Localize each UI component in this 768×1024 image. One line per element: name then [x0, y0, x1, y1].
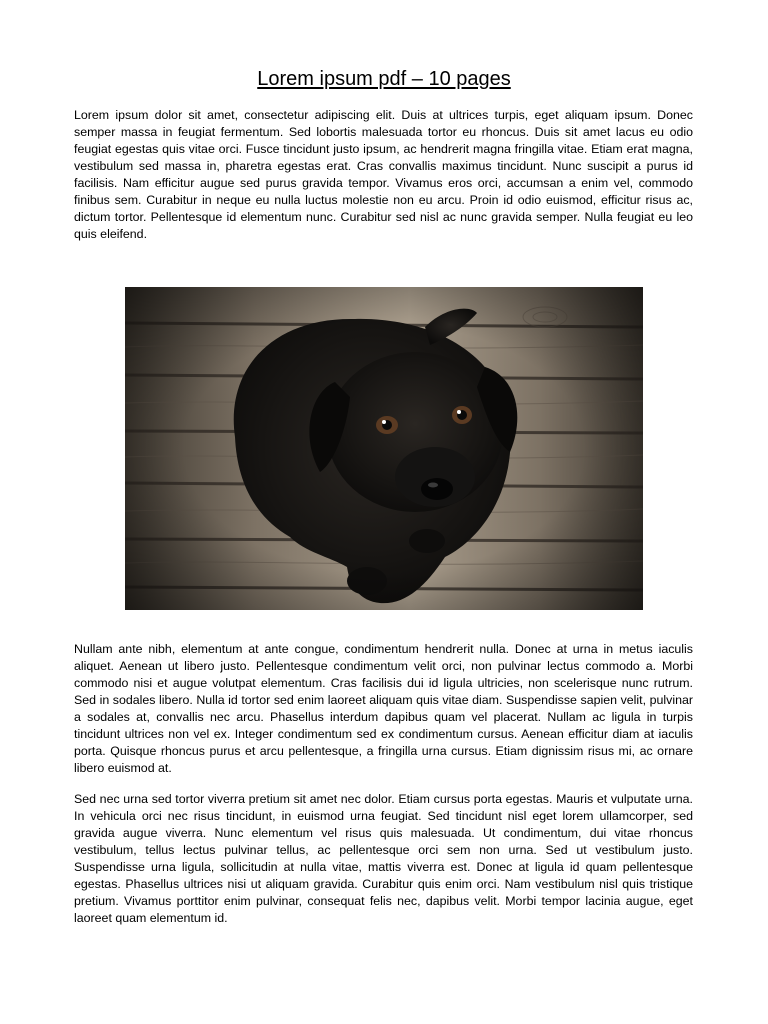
paragraph-1: Lorem ipsum dolor sit amet, consectetur adipiscing elit. Duis at ultrices turpis, eget aliquam ipsum. Donec semper massa in feugiat fermentum. Sed lobortis malesuada tortor eu rhoncus. Duis sit amet lacus eu odio feugiat egestas quis vitae orci. Fusce tincidunt justo ipsum, ac hendrerit magna fringilla vitae. Etiam erat magna, vestibulum sed massa in, pharetra egestas erat. Cras convallis maximus tincidunt. Nunc suscipit a purus id facilisis. Nam efficitur augue sed purus gravida tempor. Vivamus eros orci, accumsan a enim vel, commodo finibus sem. Curabitur in neque eu nulla luctus molestie non eu arcu. Proin id odio euismod, efficitur risus ac, dictum tortor. Pellentesque id elementum nunc. Curabitur sed nisl ac nunc gravida semper. Nulla feugiat eu leo quis eleifend. — [74, 108, 693, 241]
document-title: Lorem ipsum pdf – 10 pages — [257, 68, 511, 90]
puppy-photo — [125, 287, 643, 610]
paragraph-2: Nullam ante nibh, elementum at ante congue, condimentum hendrerit nulla. Donec at urna in metus iaculis aliquet. Aenean ut libero justo. Pellentesque condimentum velit orci, non pulvinar lectus commodo a. Morbi commodo nisi et augue volutpat elementum. Cras facilisis dui id ligula ultricies, non scelerisque nunc rutrum. Sed in sodales libero. Nulla id tortor sed enim laoreet aliquam quis vitae diam. Suspendisse sapien velit, pulvinar a sodales at, convallis nec arcu. Phasellus interdum dapibus quam vel placerat. Nullam ac ligula in turpis tincidunt ultrices non vel ex. Integer condimentum sed ex condimentum cursus. Aenean efficitur diam at iaculis porta. Quisque rhoncus purus et arcu pellentesque, a fringilla urna cursus. Etiam dignissim risus mi, ac ornare libero euismod at. — [74, 642, 693, 775]
paragraph-3: Sed nec urna sed tortor viverra pretium sit amet nec dolor. Etiam cursus porta egestas. Mauris et vulputate urna. In vehicula orci nec risus tincidunt, in euismod urna feugiat. Sed tincidunt nisl eget lorem ullamcorper, sed gravida augue viverra. Nunc elementum vel risus quis malesuada. Ut condimentum, dui vitae rhoncus vestibulum, tellus lectus pulvinar tellus, ac pellentesque orci sem non urna. Sed ut vestibulum justo. Suspendisse urna ligula, sollicitudin at nulla vitae, mattis viverra est. Donec at ligula id quam pellentesque egestas. Phasellus ultrices nisi ut aliquam gravida. Curabitur quis enim orci. Nam vestibulum nisl quis tristique pretium. Vivamus porttitor enim pulvinar, consequat felis nec, dapibus velit. Morbi tempor lacinia augue, eget laoreet quam elementum id. — [74, 792, 693, 925]
